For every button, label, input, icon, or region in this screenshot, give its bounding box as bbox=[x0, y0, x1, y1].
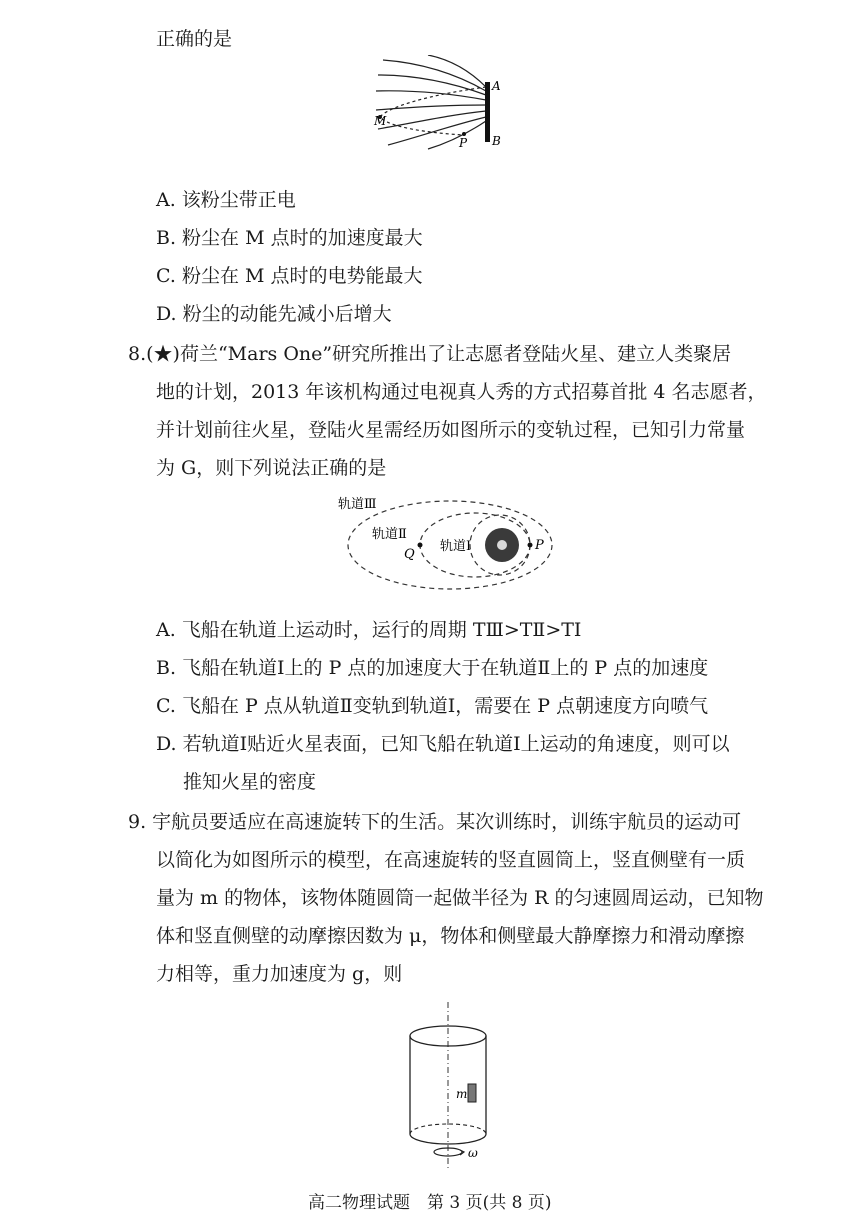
q9-stem-line-2: 以简化为如图所示的模型，在高速旋转的竖直圆筒上，竖直侧壁有一质 bbox=[156, 849, 746, 871]
q7-field-figure bbox=[368, 55, 508, 150]
q9-cylinder-figure bbox=[392, 1002, 512, 1172]
q8-stem-line-3: 并计划前往火星，登陆火星需经历如图所示的变轨过程，已知引力常量 bbox=[156, 419, 746, 441]
q9-stem-line-4: 体和竖直侧壁的动摩擦因数为 μ，物体和侧壁最大静摩擦力和滑动摩擦 bbox=[156, 925, 745, 947]
label-m: M bbox=[374, 114, 387, 128]
q7-option-d: D. 粉尘的动能先减小后增大 bbox=[156, 303, 392, 325]
q9-stem-line-1: 9. 宇航员要适应在高速旋转下的生活。某次训练时，训练宇航员的运动可 bbox=[128, 811, 742, 833]
label-p: P bbox=[459, 136, 468, 150]
q8-option-d: D. 若轨道Ⅰ贴近火星表面，已知飞船在轨道Ⅰ上运动的角速度，则可以 bbox=[156, 733, 730, 755]
q8-stem-line-4: 为 G，则下列说法正确的是 bbox=[156, 457, 387, 479]
q9-stem-line-5: 力相等，重力加速度为 g，则 bbox=[156, 963, 403, 985]
q8-stem-line-1: 8.(★)荷兰“Mars One”研究所推出了让志愿者登陆火星、建立人类聚居 bbox=[128, 343, 732, 365]
mass-block bbox=[468, 1084, 476, 1102]
q8-option-c: C. 飞船在 P 点从轨道Ⅱ变轨到轨道Ⅰ，需要在 P 点朝速度方向喷气 bbox=[156, 695, 709, 717]
orbit1-label: 轨道Ⅰ bbox=[440, 539, 472, 554]
label-a: A bbox=[492, 79, 501, 93]
q9-stem-line-3: 量为 m 的物体，该物体随圆筒一起做半径为 R 的匀速圆周运动，已知物 bbox=[156, 887, 764, 909]
label-omega: ω bbox=[468, 1146, 478, 1160]
orbit3-label: 轨道Ⅲ bbox=[338, 497, 377, 512]
label-q: Q bbox=[404, 547, 415, 562]
q7-option-a: A. 该粉尘带正电 bbox=[156, 189, 296, 211]
label-b: B bbox=[492, 134, 501, 148]
orbit2-label: 轨道Ⅱ bbox=[372, 527, 407, 542]
label-p-orbit: P bbox=[535, 538, 544, 553]
q8-orbit-figure bbox=[330, 490, 560, 600]
q8-stem-line-2: 地的计划，2013 年该机构通过电视真人秀的方式招募首批 4 名志愿者， bbox=[156, 381, 767, 403]
q7-tail-text: 正确的是 bbox=[156, 28, 233, 50]
q8-option-b: B. 飞船在轨道Ⅰ上的 P 点的加速度大于在轨道Ⅱ上的 P 点的加速度 bbox=[156, 657, 709, 679]
page-footer: 高二物理试题 第 3 页(共 8 页) bbox=[308, 1193, 552, 1213]
label-mass: m bbox=[456, 1087, 468, 1101]
q7-option-b: B. 粉尘在 M 点时的加速度最大 bbox=[156, 227, 423, 249]
charged-plate bbox=[485, 82, 490, 142]
q8-option-d-cont: 推知火星的密度 bbox=[183, 771, 317, 793]
q7-option-c: C. 粉尘在 M 点时的电势能最大 bbox=[156, 265, 423, 287]
q8-option-a: A. 飞船在轨道上运动时，运行的周期 TⅢ>TⅡ>TⅠ bbox=[156, 619, 582, 641]
